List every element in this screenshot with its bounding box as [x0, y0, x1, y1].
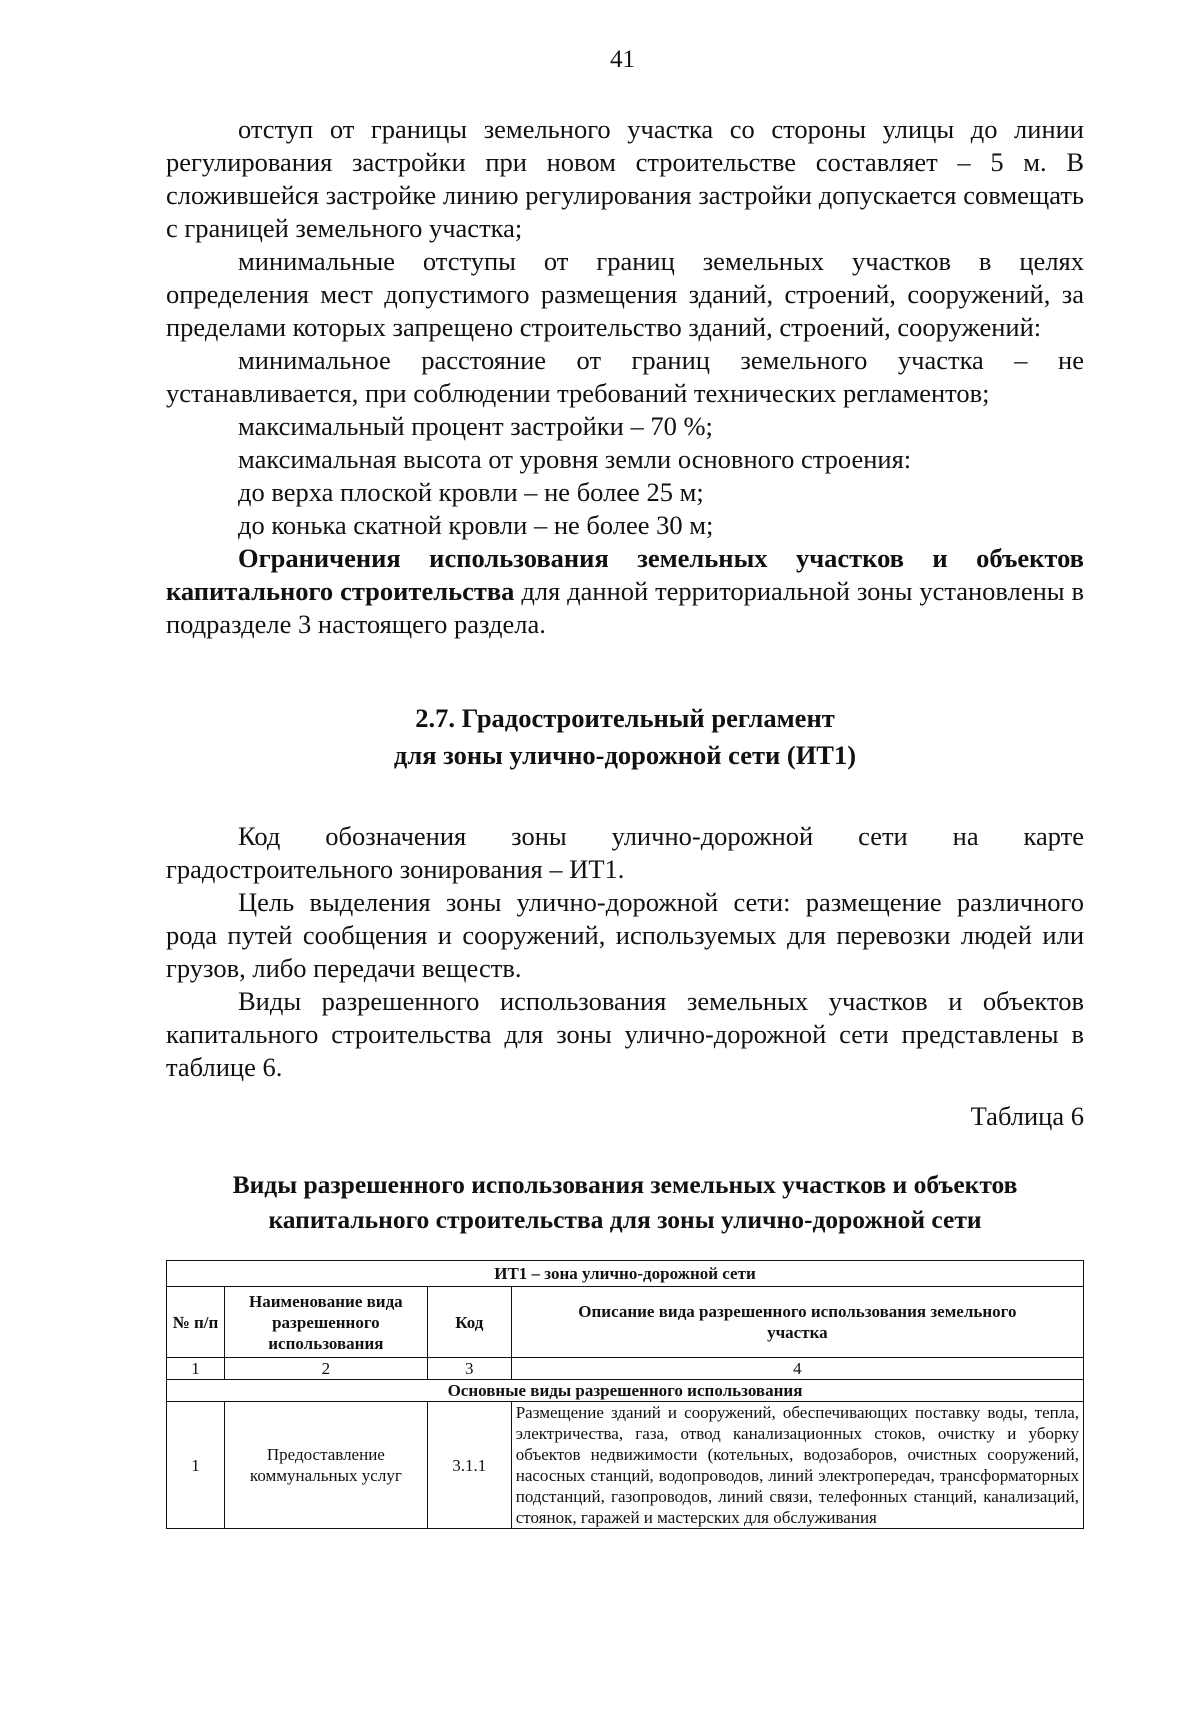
header-code: Код	[427, 1287, 511, 1358]
section-heading	[166, 700, 1084, 774]
restrictions-paragraph	[166, 542, 1084, 641]
column-number: 4	[511, 1358, 1083, 1380]
row-code: 3.1.1	[427, 1402, 511, 1529]
row-description: Размещение зданий и сооружений, обеспечивающих поставку воды, тепла, электричества, газа, отвод канализационных стоков, очистку и уборку объектов недвижимости (котельных, водозаборов, очистных сооружений, насосных станций, водопроводов, линий электропередач, трансформаторных подстанций, газопроводов, линий связи, телефонных станций, канализаций, стоянок, гаражей и мастерских для обслуживания	[511, 1402, 1083, 1529]
page-number: 41	[610, 46, 635, 73]
table-title-line: Виды разрешенного использования земельных участков и объектов	[232, 1170, 1018, 1199]
restrictions-bold: Ограничения использования земельных участков и объектов капитального строительства	[166, 543, 1084, 606]
paragraph: Код обозначения зоны улично-дорожной сети на карте градостроительного зонирования – ИТ1.	[166, 821, 1084, 884]
section-heading-line: 2.7. Градостроительный регламент	[415, 703, 835, 733]
section-text	[166, 820, 1084, 1084]
zone-title-cell: ИТ1 – зона улично-дорожной сети	[167, 1261, 1084, 1287]
column-number-row	[167, 1358, 1084, 1380]
subheading-row	[167, 1380, 1084, 1402]
table-zone-row	[167, 1261, 1084, 1287]
header-name: Наименование вида разрешенного использования	[224, 1287, 427, 1358]
paragraph: до конька скатной кровли – не более 30 м;	[238, 510, 714, 540]
usage-table	[166, 1260, 1084, 1529]
table-wrapper	[166, 1260, 1084, 1529]
regulation-text	[166, 113, 1084, 641]
paragraph: до верха плоской кровли – не более 25 м;	[238, 477, 704, 507]
column-number: 3	[427, 1358, 511, 1380]
column-number: 2	[224, 1358, 427, 1380]
header-description: Описание вида разрешенного использования земельного участка	[511, 1287, 1083, 1358]
paragraph: Цель выделения зоны улично-дорожной сети: размещение различного рода путей сообщения и сооружений, используемых для перевозки людей или грузов, либо передачи веществ.	[166, 887, 1084, 983]
paragraph: минимальное расстояние от границ земельного участка – не устанавливается, при соблюдении требований технических регламентов;	[166, 345, 1084, 408]
paragraph: отступ от границы земельного участка со стороны улицы до линии регулирования застройки при новом строительстве составляет – 5 м. В сложившейся застройке линию регулирования застройки допускается совмещать с границей земельного участка;	[166, 114, 1084, 243]
table-row	[167, 1402, 1084, 1529]
table-header-row	[167, 1287, 1084, 1358]
paragraph: максимальный процент застройки – 70 %;	[238, 411, 713, 441]
subheading-cell: Основные виды разрешенного использования	[167, 1380, 1084, 1402]
section-heading-line: для зоны улично-дорожной сети (ИТ1)	[393, 740, 857, 770]
row-name: Предоставление коммунальных услуг	[224, 1402, 427, 1529]
restrictions-rest: для данной территориальной зоны установлены в подразделе 3 настоящего раздела.	[166, 576, 1084, 639]
row-num: 1	[167, 1402, 225, 1529]
header-num: № п/п	[167, 1287, 225, 1358]
paragraph: максимальная высота от уровня земли основного строения:	[238, 444, 912, 474]
paragraph: минимальные отступы от границ земельных участков в целях определения мест допустимого размещения зданий, строений, сооружений, за пределами которых запрещено строительство зданий, строений, сооружений:	[166, 246, 1084, 342]
table-title-line: капитального строительства для зоны улично-дорожной сети	[268, 1205, 982, 1234]
paragraph: Виды разрешенного использования земельных участков и объектов капитального строительства для зоны улично-дорожной сети представлены в таблице 6.	[166, 986, 1084, 1082]
table-title	[150, 1167, 1100, 1237]
column-number: 1	[167, 1358, 225, 1380]
table-label: Таблица 6	[970, 1101, 1084, 1131]
